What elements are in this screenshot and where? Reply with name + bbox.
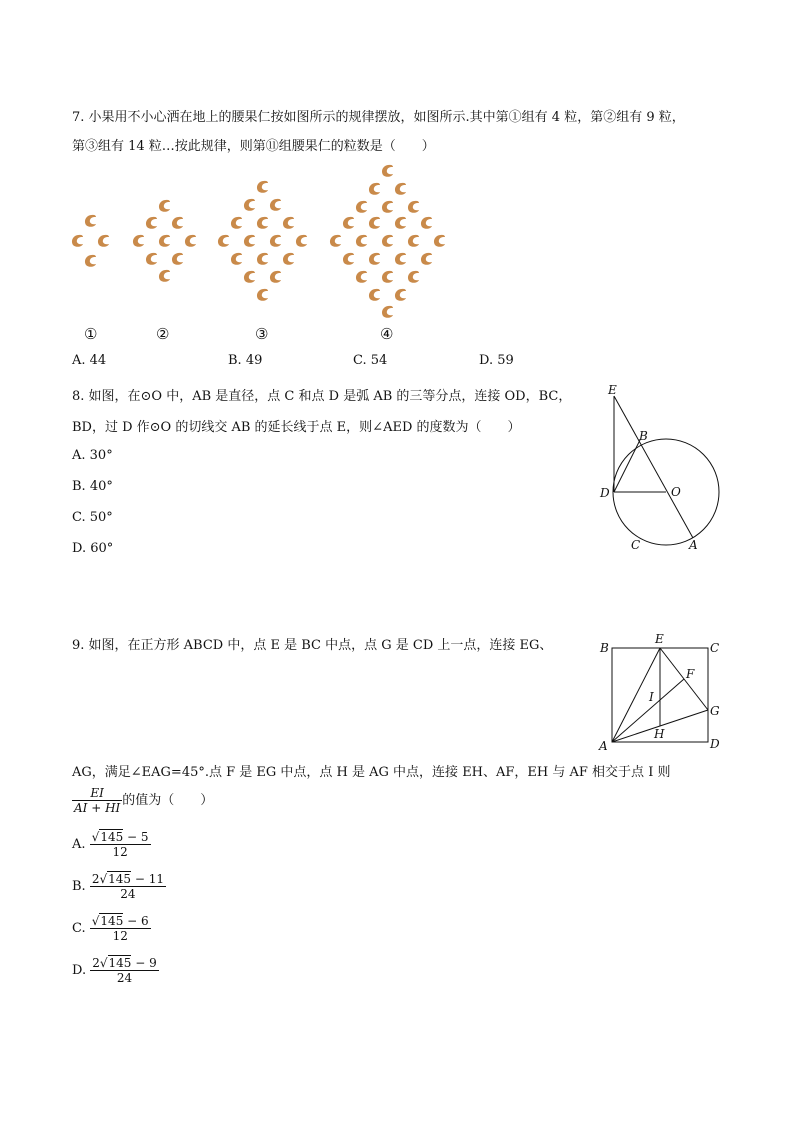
- q7-figure-label-3: ③: [255, 325, 269, 343]
- label-f: F: [686, 667, 695, 681]
- q9-expression: [72, 786, 213, 815]
- option-fraction: $\frac{√145 - 5}{12}$: [91, 830, 149, 859]
- label-i: I: [649, 690, 654, 704]
- q7-option-c[interactable]: C. 54: [353, 353, 388, 368]
- label-d: D: [600, 486, 610, 500]
- option-fraction: $\frac{2√145 - 11}{24}$: [91, 872, 164, 901]
- q9-option-a[interactable]: [72, 830, 151, 859]
- line-ea: [614, 396, 693, 538]
- option-den: 24: [116, 971, 133, 985]
- q9-fraction: [72, 786, 122, 815]
- label-h: H: [654, 727, 665, 741]
- label-d: D: [710, 737, 720, 751]
- option-rest: − 9: [131, 956, 157, 970]
- q8-circle-figure: [590, 378, 730, 556]
- q9-fraction-den: AI + HI: [74, 801, 121, 815]
- q7-figure-label-2: ②: [156, 325, 170, 343]
- option-den: 24: [120, 887, 136, 901]
- option-fraction: $\frac{2√145 - 9}{24}$: [92, 956, 157, 985]
- option-label: B.: [72, 879, 86, 894]
- label-b: B: [600, 641, 609, 655]
- option-fraction: $\frac{√145 - 6}{12}$: [91, 914, 149, 943]
- cashew-group-4: [330, 165, 445, 318]
- cashew-group-2: [133, 200, 196, 282]
- q9-option-d[interactable]: [72, 956, 159, 985]
- q9-text-line1: 9. 如图，在正方形 ABCD 中，点 E 是 BC 中点，点 G 是 CD 上一点，连接 EG、: [72, 638, 553, 653]
- option-rest: − 5: [123, 830, 149, 844]
- cashew-group-1: [72, 215, 109, 267]
- q8-option-c[interactable]: C. 50°: [72, 510, 113, 525]
- q8-text-line2: BD，过 D 作⊙O 的切线交 AB 的延长线于点 E，则∠AED 的度数为（ ）: [72, 420, 521, 435]
- option-radicand: 145: [100, 914, 124, 928]
- q8-option-d[interactable]: D. 60°: [72, 541, 114, 556]
- q9-fraction-num: EI: [72, 786, 122, 801]
- line-db: [614, 440, 640, 492]
- label-e: E: [608, 383, 617, 397]
- option-den: 12: [112, 845, 128, 859]
- q9-option-c[interactable]: [72, 914, 151, 943]
- label-e: E: [655, 632, 664, 646]
- line-af: [612, 679, 684, 742]
- q7-text-line2: 第③组有 14 粒…按此规律，则第⑪组腰果仁的粒数是（ ）: [72, 139, 435, 154]
- option-rest: − 6: [123, 914, 149, 928]
- option-radicand: 145: [100, 830, 124, 844]
- cashew-group-3: [218, 181, 307, 301]
- q7-cashew-figure: [60, 160, 460, 325]
- q8-text-line1: 8. 如图，在⊙O 中，AB 是直径，点 C 和点 D 是弧 AB 的三等分点，连接 OD，BC，: [72, 389, 572, 404]
- q9-text-line2: AG，满足∠EAG=45°.点 F 是 EG 中点，点 H 是 AG 中点，连接 EH、AF，EH 与 AF 相交于点 I 则: [72, 765, 671, 780]
- option-label: C.: [72, 921, 86, 936]
- q7-figure-label-1: ①: [84, 325, 98, 343]
- label-c: C: [710, 641, 720, 655]
- label-b: B: [639, 429, 648, 443]
- label-a: A: [599, 739, 608, 752]
- option-label: D.: [72, 963, 87, 978]
- option-coef: 2: [91, 872, 100, 886]
- q9-option-b[interactable]: [72, 872, 166, 901]
- option-den: 12: [112, 929, 128, 943]
- label-o: O: [671, 485, 681, 499]
- label-g: G: [710, 704, 720, 718]
- q8-option-b[interactable]: B. 40°: [72, 479, 113, 494]
- option-radicand: 145: [108, 872, 132, 886]
- q7-figure-label-4: ④: [380, 325, 394, 343]
- option-radicand: 145: [108, 956, 132, 970]
- option-label: A.: [72, 837, 86, 852]
- option-rest: − 11: [131, 872, 164, 886]
- label-a: A: [689, 538, 698, 552]
- q7-option-d[interactable]: D. 59: [479, 353, 514, 368]
- q9-expression-tail: 的值为（ ）: [122, 793, 214, 808]
- q7-option-b[interactable]: B. 49: [228, 353, 263, 368]
- option-coef: 2: [92, 956, 100, 970]
- label-c: C: [631, 538, 641, 552]
- q9-square-figure: [594, 630, 730, 752]
- q7-text-line1: 7. 小果用不小心洒在地上的腰果仁按如图所示的规律摆放，如图所示.其中第①组有 4 粒，第②组有 9 粒，: [72, 110, 685, 125]
- q8-option-a[interactable]: A. 30°: [72, 448, 113, 463]
- q7-option-a[interactable]: A. 44: [72, 353, 107, 368]
